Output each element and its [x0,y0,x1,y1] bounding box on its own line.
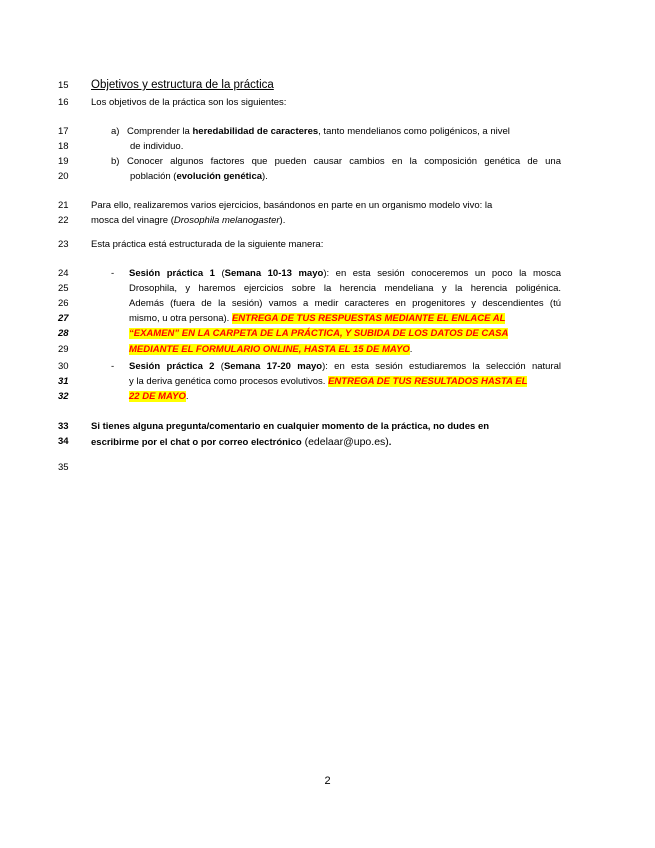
objective-b-bold2: evolución genética [176,171,263,182]
objective-b-line1: Conocer algunos factores que pueden causar cambios en la composición genética de una [127,156,561,167]
session2-title: Sesión práctica 2 [129,361,215,372]
line-number: 15 [58,80,69,91]
session2-deadline-1: ENTREGA DE TUS RESULTADOS HASTA EL [328,376,528,387]
session1-deadline-2: “EXAMEN” EN LA CARPETA DE LA PRÁCTICA, Y SUBIDA DE LOS DATOS DE CASA [129,328,509,339]
session1-line6 [129,344,412,356]
structure-intro: Esta práctica está estructurada de la siguiente manera: [91,239,324,250]
line-number: 31 [58,376,69,387]
objective-a-pre: Comprender la [127,126,193,137]
line-number: 28 [58,328,69,339]
line-number: 22 [58,215,69,226]
session1-line2: Drosophila, y haremos ejercicios sobre la herencia mendeliana y la herencia poligénica. [129,283,561,294]
session2-mid: ( [214,361,224,372]
model-para-pre2: mosca del vinagre ( [91,215,174,226]
line-number: 29 [58,344,69,355]
session2-line3-post: . [185,391,189,402]
session1-line1 [129,268,561,280]
session1-mid: ( [214,268,225,279]
line-number: 35 [58,462,69,473]
line-number: 18 [58,141,69,152]
line-number: 30 [58,361,69,372]
page-number: 2 [324,775,331,787]
session1-title: Sesión práctica 1 [129,268,215,279]
contact-line2-bold: escribirme por el chat o por correo electrónico [91,437,302,448]
contact-email[interactable]: (edelaar@upo.es) [301,436,389,448]
session1-line4 [129,313,561,325]
model-para-line2 [91,215,285,227]
session1-post: ): en esta sesión conoceremos un poco la mosca [323,268,561,279]
objective-a-post: , tanto mendelianos como poligénicos, a nivel [318,126,510,137]
session2-bullet: - [111,361,115,372]
objective-b-post2: ). [262,171,268,182]
session1-line5 [129,328,508,340]
model-para-line1: Para ello, realizaremos varios ejercicios, basándonos en parte en un organismo modelo vivo: la [91,200,493,211]
session2-line2 [129,376,527,388]
objective-a-bold: heredabilidad de caracteres [192,126,319,137]
line-number: 20 [58,171,69,182]
objective-a-marker: a) [111,126,120,137]
contact-line2-post: . [388,437,392,448]
session2-line3 [129,391,188,403]
session1-deadline-1: ENTREGA DE TUS RESPUESTAS MEDIANTE EL ENLACE AL [231,313,506,324]
line-number: 21 [58,200,69,211]
line-number: 26 [58,298,69,309]
contact-line1: Si tienes alguna pregunta/comentario en cualquier momento de la práctica, no dudes en [91,421,490,432]
session1-line3: Además (fuera de la sesión) vamos a medir caracteres en progenitores y descendientes (tú [129,298,561,309]
model-para-post2: ). [279,215,286,226]
line-number: 33 [58,421,69,432]
objective-b-marker: b) [111,156,120,167]
session1-deadline-3: MEDIANTE EL FORMULARIO ONLINE, HASTA EL 15 DE MAYO [129,344,410,355]
intro-text: Los objetivos de la práctica son los siguientes: [91,97,287,108]
session1-line4-pre: mismo, u otra persona). [129,313,232,324]
session2-deadline-2: 22 DE MAYO [129,391,186,402]
section-heading: Objetivos y estructura de la práctica [91,79,274,91]
session2-post: ): en esta sesión estudiaremos la selección natural [322,361,561,372]
line-number: 23 [58,239,69,250]
line-number: 27 [58,313,69,324]
session2-line1 [129,361,561,373]
session2-line2-pre: y la deriva genética como procesos evolutivos. [129,376,329,387]
contact-line2 [91,436,391,449]
session2-week: Semana 17-20 mayo [223,361,323,372]
model-para-species: Drosophila melanogaster [173,215,280,226]
line-number: 17 [58,126,69,137]
line-number: 16 [58,97,69,108]
objective-b-line2 [130,171,268,183]
line-number: 19 [58,156,69,167]
session1-bullet: - [111,268,115,279]
line-number: 34 [58,436,69,447]
objective-a-line2: de individuo. [130,141,184,152]
objective-b-pre2: población ( [130,171,177,182]
session1-week: Semana 10-13 mayo [224,268,324,279]
line-number: 32 [58,391,69,402]
session1-line6-post: . [409,344,413,355]
objective-a-line1 [127,126,561,138]
line-number: 25 [58,283,69,294]
line-number: 24 [58,268,69,279]
